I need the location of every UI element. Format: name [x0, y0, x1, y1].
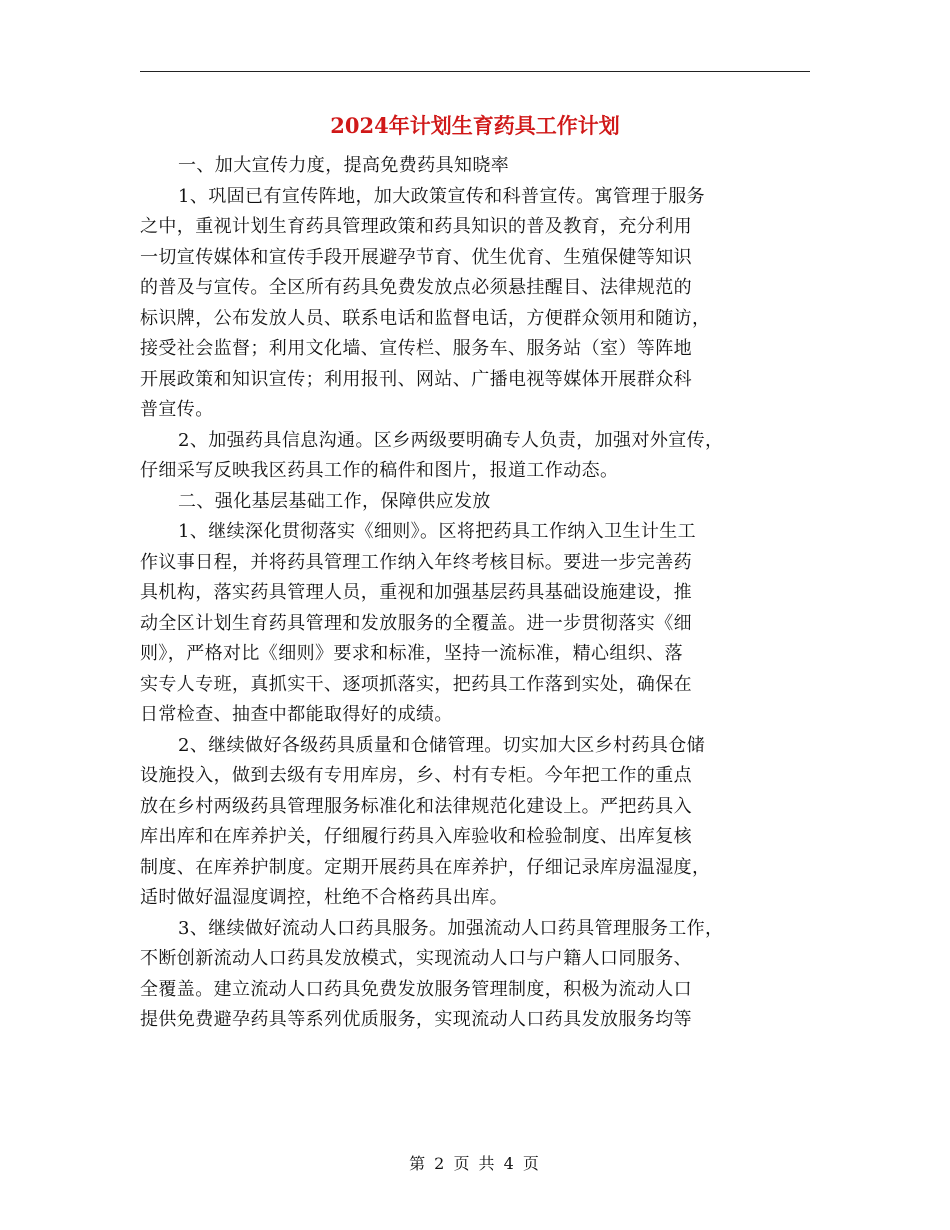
text-line: 设施投入，做到去级有专用库房，乡、村有专柜。今年把工作的重点: [140, 765, 692, 786]
text-line: 2、加强药具信息沟通。区乡两级要明确专人负责，加强对外宣传，: [178, 429, 724, 451]
text-line: 之中，重视计划生育药具管理政策和药具知识的普及教育，充分利用: [140, 216, 692, 237]
text-line: 标识牌，公布发放人员、联系电话和监督电话，方便群众领用和随访，: [140, 307, 711, 329]
text-line: 制度、在库养护制度。定期开展药具在库养护，仔细记录库房温湿度，: [140, 856, 711, 878]
header-rule: [140, 71, 810, 72]
text-line: 日常检查、抽查中都能取得好的成绩。: [140, 704, 453, 725]
text-line: 2、继续做好各级药具质量和仓储管理。切实加大区乡村药具仓储: [178, 734, 706, 756]
text-line: 库出库和在库养护关，仔细履行药具入库验收和检验制度、出库复核: [140, 826, 692, 847]
text-line: 实专人专班，真抓实干、逐项抓落实，把药具工作落到实处，确保在: [140, 673, 692, 695]
text-line: 1、巩固已有宣传阵地，加大政策宣传和科普宣传。寓管理于服务: [178, 185, 706, 207]
text-line: 1、继续深化贯彻落实《细则》。区将把药具工作纳入卫生计生工: [178, 521, 697, 542]
document-body: [140, 151, 820, 1036]
page-number-footer: 第 2 页 共 4 页: [409, 1154, 541, 1173]
text-line: 动全区计划生育药具管理和发放服务的全覆盖。进一步贯彻落实《细: [140, 612, 692, 634]
text-line: 的普及与宣传。全区所有药具免费发放点必须悬挂醒目、法律规范的: [140, 277, 692, 298]
text-line: 适时做好温湿度调控，杜绝不合格药具出库。: [140, 887, 508, 908]
text-line: 仔细采写反映我区药具工作的稿件和图片，报道工作动态。: [140, 460, 619, 481]
text-line: 二、强化基层基础工作，保障供应发放: [178, 490, 491, 512]
text-line: 接受社会监督；利用文化墙、宣传栏、服务车、服务站（室）等阵地: [140, 338, 692, 359]
text-line: 开展政策和知识宣传；利用报刊、网站、广播电视等媒体开展群众科: [140, 368, 692, 390]
text-line: 具机构，落实药具管理人员，重视和加强基层药具基础设施建设，推: [140, 582, 692, 603]
text-line: 放在乡村两级药具管理服务标准化和法律规范化建设上。严把药具入: [140, 795, 692, 817]
text-line: 则》，严格对比《细则》要求和标准，坚持一流标准，精心组织、落: [140, 643, 683, 664]
document-title: 2024年计划生育药具工作计划: [330, 113, 620, 138]
text-line: 不断创新流动人口药具发放模式，实现流动人口与户籍人口同服务、: [140, 948, 692, 969]
text-line: 作议事日程，并将药具管理工作纳入年终考核目标。要进一步完善药: [140, 551, 692, 573]
text-line: 3、继续做好流动人口药具服务。加强流动人口药具管理服务工作，: [178, 917, 724, 939]
text-line: 提供免费避孕药具等系列优质服务，实现流动人口药具发放服务均等: [140, 1009, 692, 1030]
text-line: 普宣传。: [140, 399, 214, 420]
text-line: 一、加大宣传力度，提高免费药具知晓率: [178, 155, 510, 176]
text-line: 一切宣传媒体和宣传手段开展避孕节育、优生优育、生殖保健等知识: [140, 246, 692, 268]
text-line: 全覆盖。建立流动人口药具免费发放服务管理制度，积极为流动人口: [140, 978, 692, 1000]
